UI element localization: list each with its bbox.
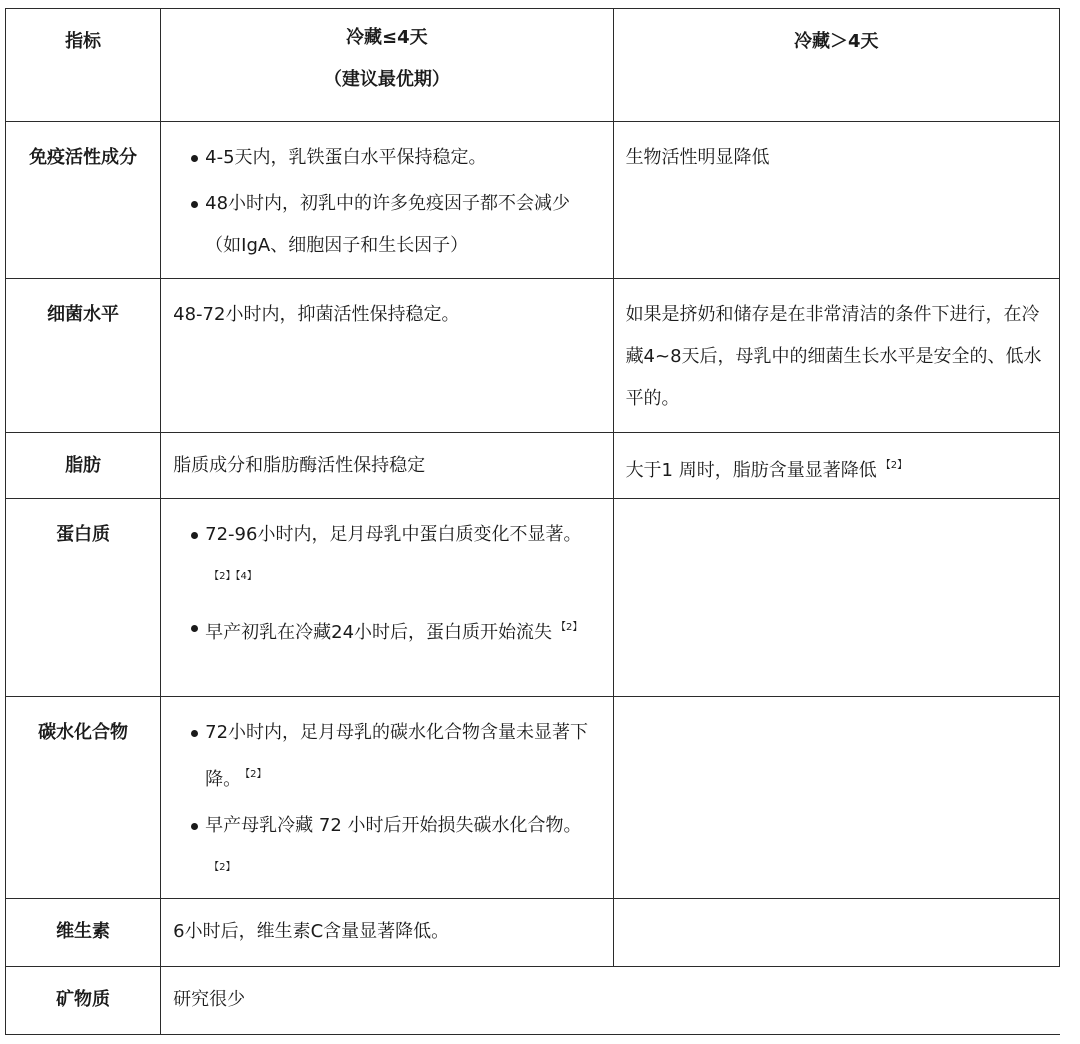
beyond-4-days-cell: 如果是挤奶和储存是在非常清洁的条件下进行，在冷藏4~8天后，母乳中的细菌生长水平是安全的、低水平的。 [613,279,1059,433]
reference-marker: 【2】【4】 [209,571,257,582]
reference-marker: 【2】 [245,769,267,780]
row-label: 维生素 [6,899,161,967]
merged-cell: 研究很少 [161,967,1060,1035]
list-item [173,805,600,894]
beyond-4-days-cell [613,433,1059,499]
list-item [173,607,600,654]
table-row [6,967,1060,1035]
list-item-text: 72小时内，足月母乳的碳水化合物含量未显著下降。 [205,722,589,790]
table-row [6,499,1060,697]
row-label: 碳水化合物 [6,697,161,899]
bullet-list [173,137,600,267]
list-item-text: 早产母乳冷藏 72 小时后开始损失碳水化合物。 [205,815,582,836]
list-item: 4-5天内，乳铁蛋白水平保持稳定。 [173,137,600,179]
table-header-row [6,9,1060,122]
row-label: 矿物质 [6,967,161,1035]
list-item [173,712,600,801]
header-within-4-days-title: 冷藏≤4天 [346,27,428,48]
table-row [6,279,1060,433]
header-within-4-days [161,9,613,122]
table-row [6,697,1060,899]
within-4-days-cell [161,122,613,279]
within-4-days-cell: 脂质成分和脂肪酶活性保持稳定 [161,433,613,499]
cell-text: 大于1 周时，脂肪含量显著降低 [625,460,877,481]
reference-marker: 【2】 [880,460,908,471]
header-beyond-4-days-label: 冷藏＞4天 [794,31,879,52]
row-label: 蛋白质 [6,499,161,697]
beyond-4-days-cell [613,697,1059,899]
row-label: 免疫活性成分 [6,122,161,279]
list-item: 48小时内，初乳中的许多免疫因子都不会减少（如IgA、细胞因子和生长因子） [173,183,600,267]
header-indicator-label: 指标 [65,31,102,52]
table-row [6,122,1060,279]
within-4-days-cell: 48-72小时内，抑菌活性保持稳定。 [161,279,613,433]
header-indicator [6,9,161,122]
list-item-text: 72-96小时内，足月母乳中蛋白质变化不显著。 [205,524,582,545]
row-label: 脂肪 [6,433,161,499]
table-row [6,433,1060,499]
bullet-list [173,712,600,894]
bullet-list [173,514,600,654]
row-label: 细菌水平 [6,279,161,433]
within-4-days-cell: 6小时后，维生素C含量显著降低。 [161,899,613,967]
list-item [173,514,600,603]
comparison-table [5,8,1060,1035]
beyond-4-days-cell: 生物活性明显降低 [613,122,1059,279]
reference-marker: 【2】 [209,862,236,873]
beyond-4-days-cell [613,499,1059,697]
reference-marker: 【2】 [556,622,583,633]
header-within-4-days-note: （建议最优期） [323,69,450,90]
list-item-text: 早产初乳在冷藏24小时后，蛋白质开始流失 [205,622,553,643]
within-4-days-cell [161,697,613,899]
within-4-days-cell [161,499,613,697]
table-row [6,899,1060,967]
header-beyond-4-days [613,9,1059,122]
beyond-4-days-cell [613,899,1059,967]
